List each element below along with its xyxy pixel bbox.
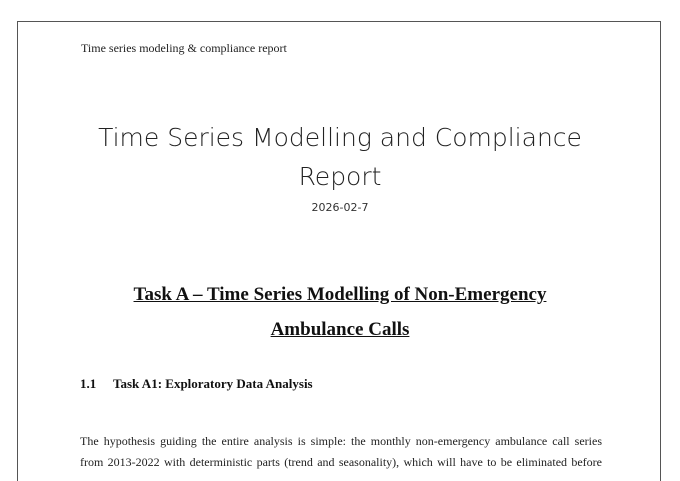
document-title-line-1: Time Series Modelling and Compliance — [98, 123, 582, 152]
document-title — [18, 118, 662, 196]
document-page — [17, 21, 661, 481]
document-title-line-2: Report — [298, 162, 382, 191]
body-paragraph — [80, 431, 602, 473]
body-line-1: The hypothesis guiding the entire analysis is simple: the monthly non-emergency ambulance call series — [80, 434, 602, 448]
running-header: Time series modeling & compliance report — [81, 41, 287, 55]
task-heading-line-2: Ambulance Calls — [270, 319, 410, 340]
document-date: 2026-02-7 — [311, 201, 369, 214]
task-heading — [18, 277, 662, 347]
body-line-2: from 2013-2022 with deterministic parts (trend and seasonality), which will have to be eliminated before — [80, 455, 602, 469]
section-title: Task A1: Exploratory Data Analysis — [113, 376, 313, 391]
task-heading-line-1: Task A – Time Series Modelling of Non-Emergency — [133, 284, 547, 305]
section-number: 1.1 — [80, 376, 97, 391]
section-heading — [80, 376, 313, 392]
